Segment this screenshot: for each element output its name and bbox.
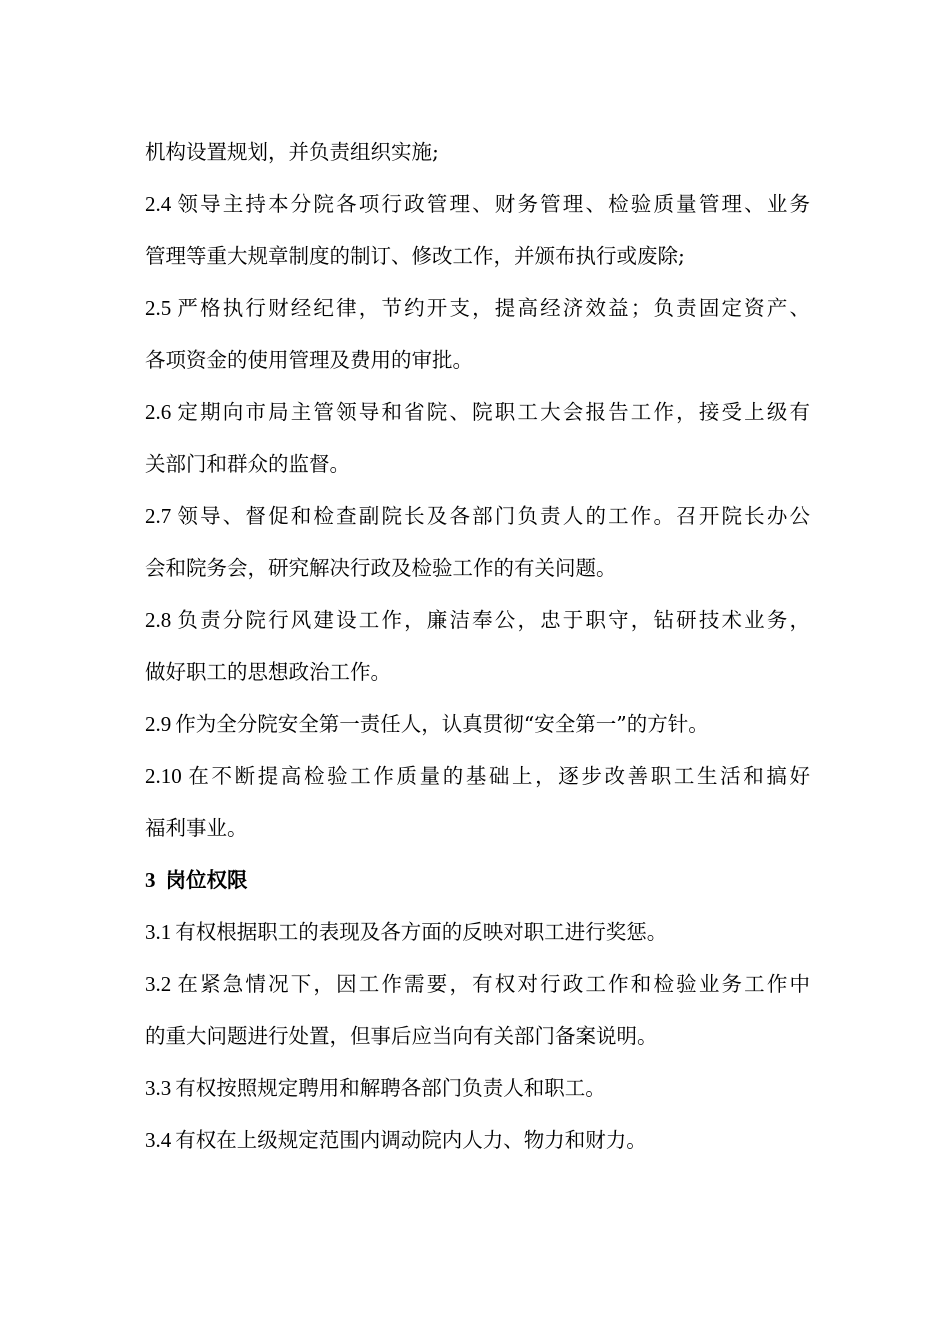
clause-text: 严格执行财经纪律，节约开支，提高经济效益；负责固定资产、 <box>175 296 810 320</box>
text-line <box>145 438 810 490</box>
clause-text: 作为全分院安全第一责任人，认真贯彻“安全第一”的方针。 <box>175 712 709 736</box>
clause-text: 有权按照规定聘用和解聘各部门负责人和职工。 <box>175 1076 606 1100</box>
line-text: 会和院务会，研究解决行政及检验工作的有关问题。 <box>145 556 617 580</box>
line-text: 关部门和群众的监督。 <box>145 452 350 476</box>
line-text: 管理等重大规章制度的制订、修改工作，并颁布执行或废除; <box>145 244 685 268</box>
clause-text: 在紧急情况下，因工作需要，有权对行政工作和检验业务工作中 <box>175 972 810 996</box>
text-line <box>145 334 810 386</box>
clause-text: 定期向市局主管领导和省院、院职工大会报告工作，接受上级有 <box>175 400 810 424</box>
clause-2-9 <box>145 698 810 750</box>
clause-2-6 <box>145 386 810 438</box>
clause-number: 3.4 <box>145 1128 172 1152</box>
document-page <box>145 126 810 1166</box>
clause-3-4 <box>145 1114 810 1166</box>
clause-number: 3.3 <box>145 1076 172 1100</box>
clause-text: 领导主持本分院各项行政管理、财务管理、检验质量管理、业务 <box>175 192 810 216</box>
text-line <box>145 802 810 854</box>
clause-text: 在不断提高检验工作质量的基础上，逐步改善职工生活和搞好 <box>185 764 810 788</box>
clause-2-7 <box>145 490 810 542</box>
line-text: 的重大问题进行处置，但事后应当向有关部门备案说明。 <box>145 1024 658 1048</box>
clause-text: 领导、督促和检查副院长及各部门负责人的工作。召开院长办公 <box>175 504 810 528</box>
clause-text: 有权根据职工的表现及各方面的反映对职工进行奖惩。 <box>175 920 668 944</box>
clause-number: 2.9 <box>145 712 172 736</box>
clause-number: 2.8 <box>145 608 172 632</box>
clause-number: 2.10 <box>145 764 182 788</box>
clause-number: 3.1 <box>145 920 172 944</box>
line-text: 机构设置规划，并负责组织实施; <box>145 140 439 164</box>
clause-2-8 <box>145 594 810 646</box>
text-line <box>145 230 810 282</box>
clause-number: 2.4 <box>145 192 172 216</box>
clause-3-3 <box>145 1062 810 1114</box>
clause-number: 2.6 <box>145 400 172 424</box>
clause-3-2 <box>145 958 810 1010</box>
clause-text: 有权在上级规定范围内调动院内人力、物力和财力。 <box>175 1128 647 1152</box>
clause-text: 负责分院行风建设工作，廉洁奉公，忠于职守，钻研技术业务， <box>175 608 810 632</box>
section-heading <box>145 854 810 906</box>
clause-number: 2.7 <box>145 504 172 528</box>
clause-number: 3.2 <box>145 972 172 996</box>
text-line <box>145 126 810 178</box>
clause-2-10 <box>145 750 810 802</box>
line-text: 福利事业。 <box>145 816 248 840</box>
text-line <box>145 1010 810 1062</box>
text-line <box>145 646 810 698</box>
clause-number: 2.5 <box>145 296 172 320</box>
section-title: 岗位权限 <box>165 868 248 892</box>
clause-3-1 <box>145 906 810 958</box>
clause-2-4 <box>145 178 810 230</box>
clause-2-5 <box>145 282 810 334</box>
line-text: 各项资金的使用管理及费用的审批。 <box>145 348 473 372</box>
section-number: 3 <box>145 868 156 892</box>
line-text: 做好职工的思想政治工作。 <box>145 660 391 684</box>
text-line <box>145 542 810 594</box>
